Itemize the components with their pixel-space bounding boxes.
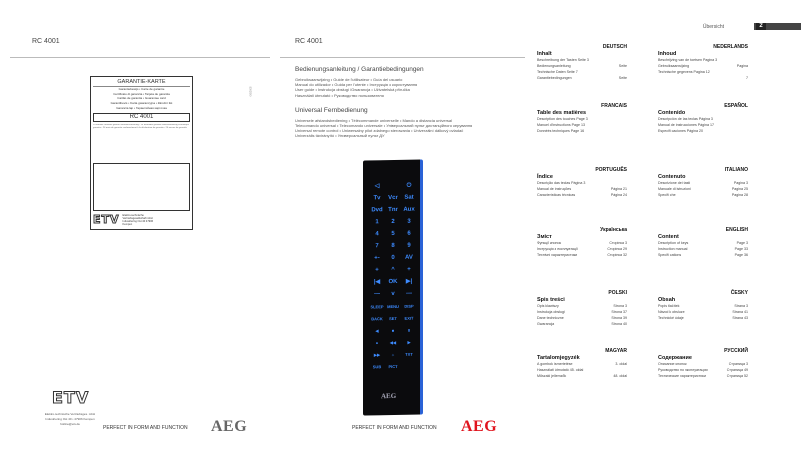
remote-key: EXIT <box>404 315 414 321</box>
guarantee-card <box>90 76 193 230</box>
toc-language: РУССКИЙ <box>724 348 748 354</box>
toc-title: Содержание <box>658 355 692 361</box>
toc-entry-label: Donnéés techniques Page 16 <box>537 129 585 133</box>
toc-entry-label: Gebruiksaanwijzing <box>658 64 690 68</box>
remote-key: ■ <box>391 327 395 334</box>
remote-key: 6 <box>407 230 411 237</box>
card-etv-logo: ETV <box>93 213 120 227</box>
product-heading: Universal Fernbedienung <box>295 106 368 114</box>
toc-entry-label: Функції кнопок <box>537 241 562 245</box>
aeg-logo-red: AEG <box>461 418 498 435</box>
toc-entry-label: Opis klawiszy <box>537 304 559 308</box>
toc-entry-page: Strona 37 <box>611 310 627 314</box>
remote-brand: AEG <box>381 391 397 401</box>
toc-entry-page: Сторінка 32 <box>607 253 627 257</box>
toc-language: ITALIANO <box>724 167 748 173</box>
remote-control-image <box>363 159 423 415</box>
toc-title: Contenuto <box>658 174 686 180</box>
toc-section-українська <box>537 227 627 258</box>
toc-entry <box>537 192 627 198</box>
toc-section-português <box>537 167 627 198</box>
etv-address-line: Elektro-technische Vertriebsges. mbH <box>44 412 96 416</box>
toc-entry-label: Instruction manual <box>658 247 688 251</box>
toc-title: Inhalt <box>537 51 552 57</box>
remote-key: ◀ <box>375 328 379 334</box>
left-slogan: PERFECT IN FORM AND FUNCTION <box>103 425 188 431</box>
toc-title: Spis treści <box>537 297 565 303</box>
remote-key: SUB <box>372 364 382 370</box>
product-languages-line: Universal remote control • Uniwersalny pilot zdalnego sterowania • Univerzální dálkový ovladač <box>295 128 464 134</box>
toc-title: Table des matières <box>537 110 587 116</box>
remote-key: II <box>407 327 411 333</box>
toc-entry-page: Page 33 <box>734 247 748 251</box>
toc-entry-page: Сторінка 3 <box>609 241 627 245</box>
etv-logo: ETV <box>52 388 90 407</box>
remote-key: Tnr <box>388 206 398 214</box>
remote-key: OK <box>388 278 398 286</box>
toc-title: Inhoud <box>658 51 677 57</box>
remote-key: Vcr <box>388 194 398 202</box>
section-label: Übersicht <box>702 24 724 30</box>
toc-title: Índice <box>537 174 553 180</box>
toc-entry-label: Beschreibung der Tasten Seite 3 <box>537 58 589 62</box>
remote-key: 2 <box>391 218 395 226</box>
toc-entry-page: Strona 40 <box>611 322 627 326</box>
toc-entry-label: Bedienungsanleitung <box>537 64 571 68</box>
card-subtitle: Garantibevis • Karta gwarancyjna • Záruční list <box>110 101 173 106</box>
toc-entry-label: Описание кнопок <box>658 362 687 366</box>
toc-section-česky <box>658 290 748 321</box>
remote-key: 3 <box>407 218 411 225</box>
remote-key: ⏻ <box>406 182 412 189</box>
toc-section-english <box>658 227 748 258</box>
remote-key: PICT <box>388 363 398 370</box>
remote-key: 8 <box>391 242 395 250</box>
toc-language: ENGLISH <box>725 227 748 233</box>
toc-entry-page: 7 <box>746 76 748 80</box>
remote-key: 4 <box>375 231 379 238</box>
toc-entry-label: Gwarancja <box>537 322 555 326</box>
card-fine-print: 24 Monate Garantie gemäß Garantie-Erklärung • 24 maanden garantie overeenkomstig schriftelijke garantie • 24 mois de garantie conformément à la déclaration de garantie • 24 meses de garantía <box>93 124 189 129</box>
toc-entry-label: A gombok ismertetése <box>537 362 573 366</box>
remote-key: DISP <box>404 303 414 309</box>
card-company: Elektro-technische Vertriebsgesellschaft mbH Industriering Ost 40 47906 Kempen <box>122 213 154 227</box>
remote-key: MENU <box>387 303 399 310</box>
toc-entry <box>537 373 627 379</box>
toc-entry-page: Pagina 25 <box>731 187 748 191</box>
toc-entry-page: Seite <box>618 64 627 68</box>
toc-entry-label: Dane techniczne <box>537 316 564 320</box>
product-languages-line: Universele afstandsbediening • Télécommande universelle • Mando a distancia universal <box>295 117 453 123</box>
toc-entry-page: Page 3 <box>736 241 748 245</box>
remote-key: 9 <box>407 242 411 249</box>
card-stamp-box <box>93 163 190 211</box>
toc-title: Зміст <box>537 234 552 240</box>
remote-key: 7 <box>375 243 379 250</box>
toc-entry-label: Műszaki jellemzők <box>537 374 567 378</box>
remote-key: — <box>406 290 412 297</box>
remote-key: ◀◀ <box>389 339 397 346</box>
toc-entry-page: Seite <box>618 76 627 80</box>
toc-language: MAGYAR <box>605 348 627 354</box>
remote-key: ^ <box>391 266 395 274</box>
toc-entry <box>537 252 627 258</box>
remote-key: v <box>391 290 395 298</box>
remote-key: 5 <box>391 230 395 238</box>
toc-entry <box>658 315 748 321</box>
product-languages-line: Telecomando universal • Telecomando universale • Універсальний пульт дистанційного керування <box>295 122 473 128</box>
remote-key <box>385 182 401 191</box>
toc-entry-page: Página 21 <box>610 187 627 191</box>
remote-key: AV <box>405 254 413 261</box>
toc-entry-label: Descrizione dei tasti <box>658 181 691 185</box>
remote-key: SLEEP <box>370 304 384 310</box>
remote-keypad <box>369 182 417 372</box>
toc-entry-label: Description des touches Page 3 <box>537 117 588 121</box>
remote-key: Tv <box>373 195 381 202</box>
toc-entry-page: Страница 52 <box>726 374 748 378</box>
remote-key: BACK <box>371 316 383 322</box>
toc-entry <box>658 75 748 81</box>
toc-entry-label: Descrição das teclas Página 3 <box>537 181 586 185</box>
product-languages-line: Univerzális távirányító • Универсальный пульт ДУ <box>295 133 385 139</box>
toc-entry-label: Технічні характеристики <box>537 253 578 257</box>
toc-entry-page: 3. oldal <box>615 362 627 366</box>
toc-language: PORTUGUÊS <box>595 167 627 173</box>
toc-entry-page: Página 24 <box>610 193 627 197</box>
toc-entry-label: Руководство по эксплуатации <box>658 368 708 372</box>
toc-entry <box>658 128 748 134</box>
toc-language: FRANCAIS <box>601 103 627 109</box>
toc-entry-label: Technické údaje <box>658 316 684 320</box>
toc-entry-label: Technische gegevens Pagina 12 <box>658 70 710 74</box>
toc-entry <box>658 373 748 379</box>
card-model: RC 4001 <box>93 113 190 123</box>
toc-entry-page: Сторінка 29 <box>607 247 627 251</box>
left-page-model: RC 4001 <box>32 38 60 45</box>
manual-heading: Bedienungsanleitung / Garantiebedingungen <box>295 66 424 73</box>
toc-entry <box>658 252 748 258</box>
toc-entry <box>537 321 627 327</box>
toc-entry-page: Page 36 <box>734 253 748 257</box>
toc-entry-page: Strana 3 <box>734 304 748 308</box>
manual-languages-line: Gebruiksaanwijzing • Guide de l'utilisateur • Guía del usuario <box>295 77 403 82</box>
toc-entry-label: Especifi caciones Página 20 <box>658 129 703 133</box>
toc-language: ESPAÑOL <box>724 103 748 109</box>
toc-section-русский <box>658 348 748 379</box>
side-code: 0/0/2008 <box>249 86 253 97</box>
manual-languages-line: Manual do utilizador • Guida per l'utente • Інструкція з користування <box>295 82 418 88</box>
toc-section-italiano <box>658 167 748 198</box>
toc-language: Українська <box>600 227 627 233</box>
remote-key: + <box>407 266 411 273</box>
toc-entry-label: Manuel d'instructions Page 13 <box>537 123 586 127</box>
middle-slogan: PERFECT IN FORM AND FUNCTION <box>352 425 437 431</box>
toc-entry-page: Страница 49 <box>726 368 748 372</box>
page-number: 2 <box>756 23 766 30</box>
toc-entry <box>537 128 627 134</box>
toc-entry-page: Pagina 3 <box>733 181 748 185</box>
remote-key: TXT <box>405 351 413 357</box>
middle-page-model: RC 4001 <box>295 38 323 45</box>
etv-address-line: Industriering Ost 40 • 47906 Kempen <box>45 417 95 421</box>
toc-section-deutsch <box>537 44 627 81</box>
toc-entry-label: Manual de instruções <box>537 187 572 191</box>
guarantee-card-title: GARANTIE-KARTE <box>93 79 190 87</box>
remote-key: Dvd <box>371 207 383 214</box>
remote-key: + <box>375 267 379 274</box>
toc-language: POLSKI <box>608 290 627 296</box>
remote-key: Sat <box>404 194 414 201</box>
card-subtitle: Cartão de garantia • Guarantee card <box>117 96 166 101</box>
toc-entry-label: Specifi che <box>658 193 676 197</box>
remote-key: ● <box>375 340 379 346</box>
remote-key: — <box>374 291 380 298</box>
toc-entry-page: Strana 41 <box>732 310 748 314</box>
toc-entry-page: Strana 43 <box>732 316 748 320</box>
toc-entry-page: Pagina 28 <box>731 193 748 197</box>
toc-entry-label: Beschrijving van de toetsen Pagina 3 <box>658 58 718 62</box>
left-header-rule <box>10 57 270 58</box>
toc-entry-label: Características técnicas <box>537 193 576 197</box>
remote-key: ☼ <box>391 351 395 358</box>
manual-languages-line: Használati útmutató • Руководство пользователя <box>295 92 384 98</box>
toc-entry-label: Technische Daten Seite 7 <box>537 70 578 74</box>
toc-entry-page: Strona 3 <box>613 304 627 308</box>
toc-entry-label: Specifi cations <box>658 253 682 257</box>
manual-languages-line: User guide • Instrukcja obsługi /Gwarancja • Uživatelská příručka <box>295 87 410 93</box>
card-subtitle: Garancia lap • Гарантийная карточка <box>116 105 167 110</box>
remote-key: 1 <box>375 219 379 226</box>
toc-section-polski <box>537 290 627 327</box>
toc-entry-label: Description of keys <box>658 241 689 245</box>
toc-entry-label: Descripción de las teclas Página 3 <box>658 117 713 121</box>
toc-language: ČESKY <box>730 290 748 296</box>
card-subtitle: Garantiebewijs • Carte de garantie <box>118 86 165 91</box>
remote-key: |◀ <box>373 279 381 286</box>
remote-key: ▶| <box>405 278 413 285</box>
toc-section-español <box>658 103 748 134</box>
remote-key: ▶ <box>407 339 411 345</box>
toc-entry-label: Технические характеристики <box>658 374 706 378</box>
toc-entry-page: Pagina <box>736 64 748 68</box>
toc-entry-label: Használati útmutató 45. oldal <box>537 368 584 372</box>
toc-section-francais <box>537 103 627 134</box>
card-subtitle: Certificato di garanzia • Tarjeta de garantia <box>113 91 170 96</box>
toc-entry-label: Manuale di istruzioni <box>658 187 691 191</box>
toc-entry-label: Instrukcja obsługi <box>537 310 565 314</box>
toc-title: Tartalomjegyzék <box>537 355 580 361</box>
toc-title: Content <box>658 234 679 240</box>
etv-address-line: hotline@etv.de <box>60 422 80 426</box>
remote-key: +- <box>374 255 380 262</box>
toc-entry-page: 48. oldal <box>613 374 627 378</box>
toc-title: Obsah <box>658 297 676 303</box>
toc-title: Contenido <box>658 110 686 116</box>
remote-key: ▶▶ <box>373 352 381 358</box>
toc-entry-label: Popis tlačítek <box>658 304 680 308</box>
middle-header-rule <box>280 57 525 58</box>
toc-entry <box>658 192 748 198</box>
toc-entry <box>537 75 627 81</box>
remote-key: Aux <box>403 206 415 213</box>
toc-entry-page: Strona 39 <box>611 316 627 320</box>
toc-entry-label: Manual de instrucciones Página 17 <box>658 123 714 127</box>
toc-entry-label: Návod k obsluze <box>658 310 685 314</box>
toc-language: NEDERLANDS <box>713 44 748 50</box>
remote-key: SET <box>389 315 397 322</box>
aeg-logo-grey: AEG <box>211 418 248 435</box>
toc-section-magyar <box>537 348 627 379</box>
remote-key: ◁ <box>374 183 380 190</box>
remote-key: 0 <box>391 254 395 262</box>
toc-entry-page: Страница 3 <box>728 362 748 366</box>
toc-section-nederlands <box>658 44 748 81</box>
toc-entry-label: Garantiebedingungen <box>537 76 572 80</box>
toc-language: DEUTSCH <box>602 44 627 50</box>
toc-entry-label: Інструкція з експлуатації <box>537 247 578 251</box>
